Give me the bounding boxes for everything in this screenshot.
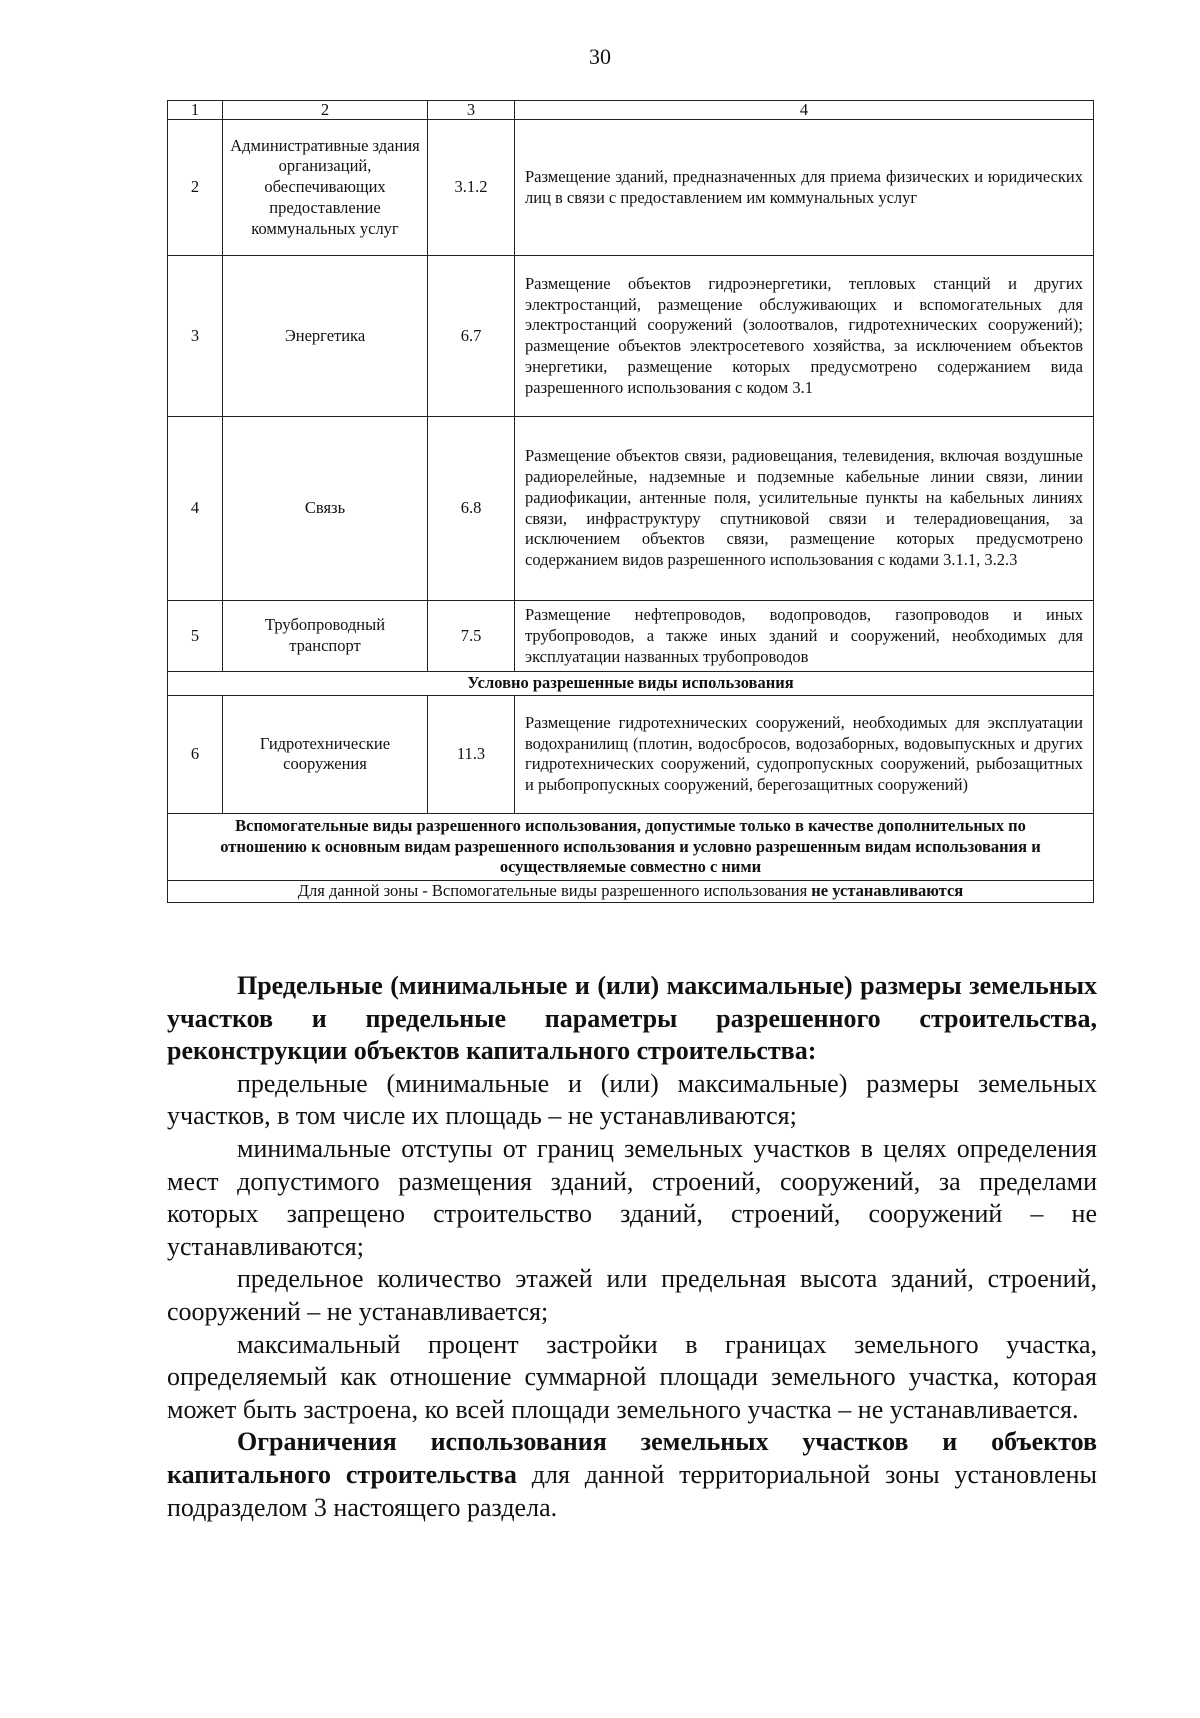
use-type-code: 7.5 [428,601,515,672]
table-row [168,256,1094,417]
restrictions-rest: для данной территориальной зоны установлены подразделом 3 настоящего раздела. [167,1459,1097,1522]
row-number: 2 [168,120,223,256]
auxiliary-note-prefix: Для данной зоны - Вспомогательные виды разрешенного использования [297,881,812,901]
header-cell: 4 [515,101,1094,120]
use-type-description: Размещение объектов гидроэнергетики, тепловых станций и других электростанций, размещение обслуживающих и вспомогательных для электростанций сооружений (золоотвалов, гидротехнических сооружений); размещение объектов электросетевого хозяйства, за исключением объектов энергетики, размещение которых предусмотрено содержанием вида разрешенного использования с кодом 3.1 [515,256,1094,417]
use-type-description: Размещение гидротехнических сооружений, необходимых для эксплуатации водохранилищ (плотин, водосбросов, водозаборных, водовыпускных и других гидротехнических сооружений, судопропускных сооружений, рыбозащитных и рыбопропускных сооружений, берегозащитных сооружений) [515,695,1094,813]
parameters-text [167,970,1097,1524]
auxiliary-note-bold: не устанавливаются [811,881,964,901]
paragraph: минимальные отступы от границ земельных участков в целях определения мест допустимого размещения зданий, строений, сооружений, за пределами которых запрещено строительство зданий, строений, сооружений – не устанавливаются; [167,1133,1097,1261]
conditional-section-header [168,672,1094,696]
conditional-section-title: Условно разрешенные виды использования [168,672,1094,696]
header-cell: 2 [223,101,428,120]
parameters-heading: Предельные (минимальные и (или) максимальные) размеры земельных участков и предельные параметры разрешенного строительства, реконструкции объектов капитального строительства: [167,971,1097,1066]
paragraph: предельное количество этажей или предельная высота зданий, строений, сооружений – не устанавливается; [167,1264,1097,1326]
paragraph: предельные (минимальные и (или) максимальные) размеры земельных участков, в том числе их площадь – не устанавливаются; [167,1068,1097,1131]
auxiliary-note-row [168,881,1094,903]
table-header-row [168,101,1094,120]
table-row [168,601,1094,672]
use-type-name: Гидротехнические сооружения [223,695,428,813]
restrictions-paragraph [167,1426,1097,1524]
use-type-code: 3.1.2 [428,120,515,256]
row-number: 3 [168,256,223,417]
row-number: 6 [168,695,223,813]
table-row [168,120,1094,256]
use-type-name: Связь [223,417,428,601]
use-type-code: 11.3 [428,695,515,813]
table-row [168,695,1094,813]
page-number: 30 [589,44,611,69]
use-type-description: Размещение зданий, предназначенных для приема физических и юридических лиц в связи с предоставлением им коммунальных услуг [515,120,1094,256]
header-cell: 3 [428,101,515,120]
land-use-table [167,100,1094,903]
paragraph: максимальный процент застройки в границах земельного участка, определяемый как отношение суммарной площади земельного участка, которая может быть застроена, ко всей площади земельного участка – не устанавливается. [167,1329,1097,1424]
row-number: 4 [168,417,223,601]
use-type-description: Размещение объектов связи, радиовещания, телевидения, включая воздушные радиорелейные, надземные и подземные кабельные линии связи, линии радиофикации, антенные поля, усилительные пункты на кабельных линиях связи, инфраструктуру спутниковой связи и телерадиовещания, за исключением объектов связи, размещение которых предусмотрено содержанием видов разрешенного использования с кодами 3.1.1, 3.2.3 [515,417,1094,601]
auxiliary-note [168,881,1094,903]
auxiliary-section-header [168,813,1094,880]
table-row [168,417,1094,601]
use-type-name: Административные здания организаций, обеспечивающих предоставление коммунальных услуг [223,120,428,256]
auxiliary-section-title: Вспомогательные виды разрешенного использования, допустимые только в качестве дополнительных по отношению к основным видам разрешенного использования и условно разрешенным видам использования и осуществляемые совместно с ними [168,813,1094,880]
restrictions-bold: Ограничения использования земельных участков и объектов капитального строительства [167,1427,1097,1489]
use-type-description: Размещение нефтепроводов, водопроводов, газопроводов и иных трубопроводов, а также иных зданий и сооружений, необходимых для эксплуатации названных трубопроводов [515,601,1094,672]
use-type-name: Трубопроводный транспорт [223,601,428,672]
header-cell: 1 [168,101,223,120]
row-number: 5 [168,601,223,672]
use-type-name: Энергетика [223,256,428,417]
use-type-code: 6.8 [428,417,515,601]
use-type-code: 6.7 [428,256,515,417]
